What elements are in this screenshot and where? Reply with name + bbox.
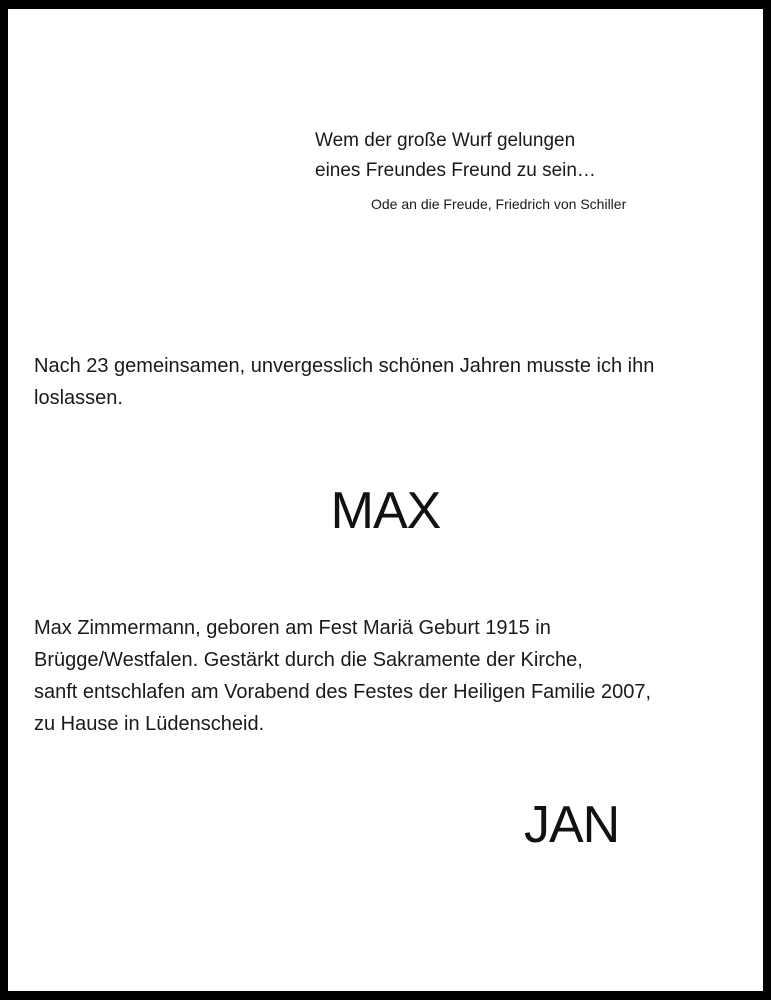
intro-line: Nach 23 gemeinsamen, unvergesslich schönen Jahren musste ich ihn (34, 355, 655, 377)
epigraph-line: eines Freundes Freund zu sein… (315, 160, 596, 181)
intro-line: loslassen. (34, 387, 123, 409)
intro-text (34, 350, 744, 414)
bio-line: Brügge/Westfalen. Gestärkt durch die Sakramente der Kirche, (34, 649, 583, 671)
bio-line: Max Zimmermann, geboren am Fest Mariä Geburt 1915 in (34, 617, 551, 639)
epigraph-source: Ode an die Freude, Friedrich von Schiller (371, 196, 627, 212)
mourner-signature: JAN (524, 796, 620, 854)
epigraph-line: Wem der große Wurf gelungen (315, 130, 576, 151)
bio-line: zu Hause in Lüdenscheid. (34, 713, 265, 735)
biography-text (34, 612, 744, 740)
deceased-name: MAX (330, 482, 441, 540)
bio-line: sanft entschlafen am Vorabend des Festes der Heiligen Familie 2007, (34, 681, 652, 703)
epigraph (315, 126, 735, 214)
